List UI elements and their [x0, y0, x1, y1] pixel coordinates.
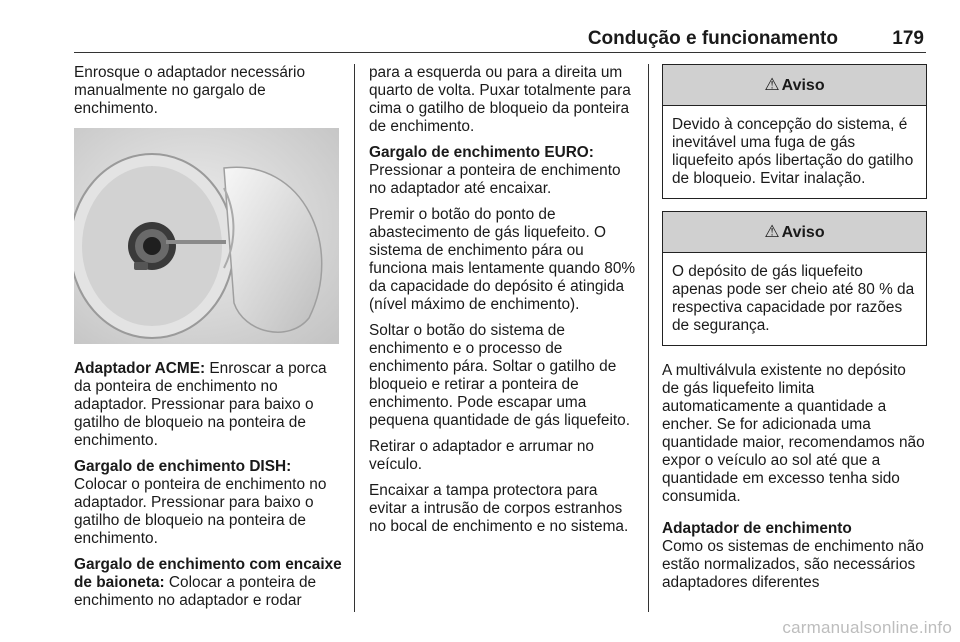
warning-text-2: O depósito de gás liquefeito apenas pode ser cheio até 80 % da respectiva capacidade por razões de segurança. — [672, 263, 915, 334]
warning-triangle-icon: ⚠ — [764, 75, 780, 94]
column-divider-1 — [354, 64, 355, 612]
protective-cap-paragraph: Encaixar a tampa protectora para evitar a intrusão de corpos estranhos no bocal de enchimento e no sistema. — [369, 482, 629, 535]
column-2 — [369, 64, 639, 544]
euro-label: Gargalo de enchimento EURO: — [369, 144, 594, 161]
warning-title-1: Aviso — [781, 77, 825, 94]
dish-label: Gargalo de enchimento DISH: — [74, 458, 292, 475]
acme-paragraph — [74, 360, 344, 450]
adapter-text: Como os sistemas de enchimento não estão normalizados, são necessários adaptadores diferentes — [662, 538, 924, 591]
warning-box-2 — [662, 211, 927, 346]
intro-paragraph: Enrosque o adaptador necessário manualmente no gargalo de enchimento. — [74, 64, 306, 117]
euro-text: Pressionar a ponteira de enchimento no adaptador até encaixar. — [369, 162, 621, 197]
rotate-paragraph: para a esquerda ou para a direita um quarto de volta. Puxar totalmente para cima o gatilho de bloqueio da ponteira de enchimento. — [369, 64, 631, 135]
chapter-title: Condução e funcionamento — [587, 28, 838, 49]
adapter-paragraph — [662, 520, 927, 592]
fuel-filler-illustration — [74, 128, 339, 344]
acme-text: Enroscar a porca da ponteira de enchimento no adaptador. Pressionar para baixo o gatilho de bloqueio na ponteira de enchimento. — [74, 360, 327, 449]
euro-paragraph — [369, 144, 639, 198]
acme-label: Adaptador ACME: — [74, 360, 206, 377]
watermark: carmanualsonline.info — [782, 618, 952, 637]
page-number: 179 — [892, 28, 924, 49]
dish-paragraph — [74, 458, 344, 548]
warning-text-1: Devido à concepção do sistema, é inevitável uma fuga de gás liquefeito após libertação do gatilho de bloqueio. Evitar inalação. — [672, 116, 914, 187]
column-3 — [662, 64, 927, 600]
warning-box-1 — [662, 64, 927, 199]
warning-title-2: Aviso — [781, 224, 825, 241]
dish-text: Colocar o ponteira de enchimento no adaptador. Pressionar para baixo o gatilho de bloqueio na ponteira de enchimento. — [74, 476, 327, 547]
warning-header-1 — [663, 65, 926, 106]
release-paragraph: Soltar o botão do sistema de enchimento e o processo de enchimento pára. Soltar o gatilho de bloqueio e retirar a ponteira de enchimento. Pode escapar uma pequena quantidade de gás liquefeito. — [369, 322, 631, 429]
warning-triangle-icon: ⚠ — [764, 222, 780, 241]
column-1 — [74, 64, 344, 618]
bayonet-paragraph — [74, 556, 344, 610]
bayonet-label: Gargalo de enchimento com encaixe de baioneta: — [74, 556, 342, 591]
column-divider-2 — [648, 64, 649, 612]
fuel-filler-photo — [74, 128, 339, 344]
adapter-label: Adaptador de enchimento — [662, 520, 852, 537]
warning-header-2 — [663, 212, 926, 253]
page-header — [74, 26, 926, 53]
bayonet-text: Colocar a ponteira de enchimento no adaptador e rodar — [74, 574, 317, 609]
store-adapter-paragraph: Retirar o adaptador e arrumar no veículo. — [369, 438, 594, 473]
button-paragraph: Premir o botão do ponto de abastecimento de gás liquefeito. O sistema de enchimento pára ou funciona mais lentamente quando 80% da capacidade do depósito é atingida (nível máximo de enchimento). — [369, 206, 636, 313]
multivalve-paragraph: A multiválvula existente no depósito de gás liquefeito limita automaticamente a quantidade a encher. Se for adicionada uma quantidade maior, recomendamos não expor o veículo ao sol até que a quantidade em excesso tenha sido consumida. — [662, 362, 925, 505]
